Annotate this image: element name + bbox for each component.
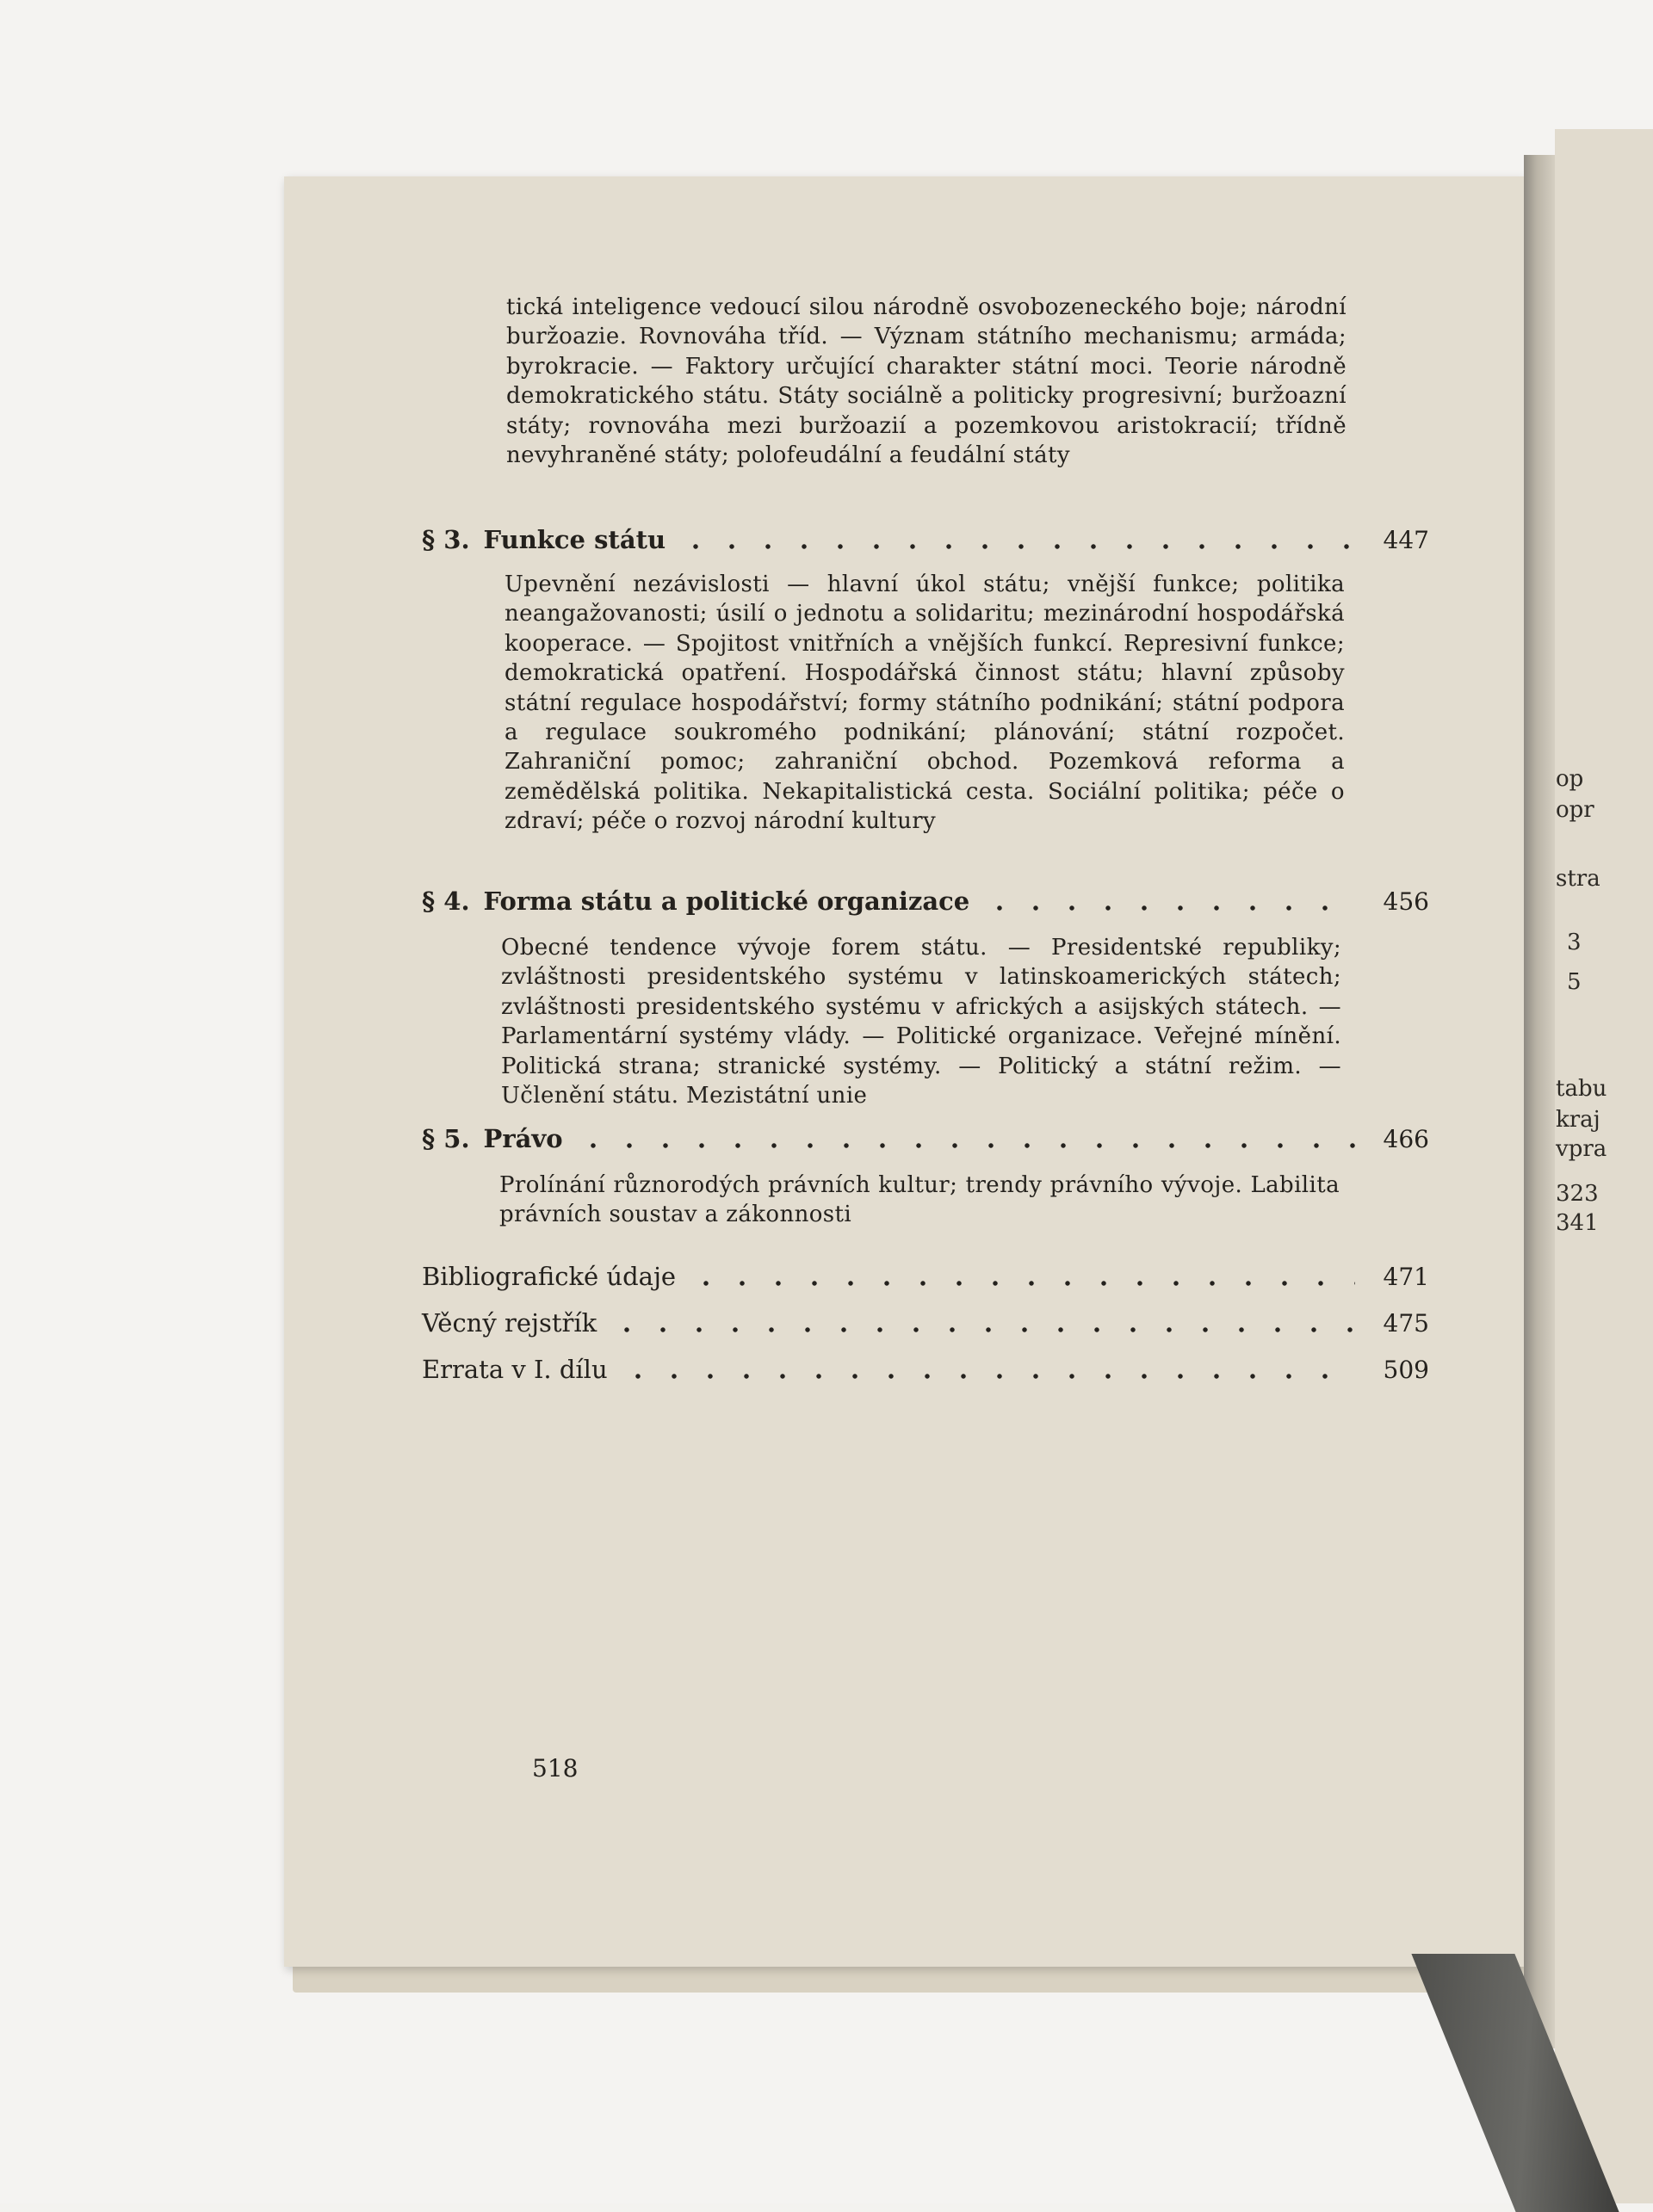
page-folio: 518: [532, 1754, 579, 1783]
section-number: § 4.: [422, 887, 470, 916]
section-title: Forma státu a politické organizace: [483, 887, 970, 916]
facing-fragment: tabu: [1556, 1076, 1607, 1102]
toc-entry-index: [422, 1303, 1429, 1343]
page-number: 509: [1383, 1355, 1429, 1384]
dot-leader: [678, 544, 1355, 549]
continuation-paragraph: tická inteligence vedoucí silou národně osvobozeneckého boje; národní buržoazie. Rovnováha tříd. — Význam státního mechanismu; armáda; byrokracie. — Faktory určující charakter státní moci. Teorie národně demokratického státu. Státy sociálně a politicky progresivní; buržoazní státy; rovnováha mezi buržoazií a pozemkovou aristokracií; třídně nevyhraněné státy; polofeudální a feudální státy: [506, 294, 1347, 469]
toc-entry-section-5: [422, 1119, 1429, 1159]
dot-leader: [620, 1374, 1355, 1379]
section-title: Funkce státu: [483, 525, 666, 554]
section-number: § 3.: [422, 525, 470, 554]
toc-entry-bibliography: [422, 1257, 1429, 1296]
entry-title: Errata v I. dílu: [422, 1355, 608, 1384]
toc-entry-section-3: [422, 520, 1429, 559]
section-number: § 5.: [422, 1124, 470, 1153]
facing-fragment: vpra: [1556, 1136, 1607, 1162]
facing-fragment: kraj: [1556, 1107, 1600, 1133]
dot-leader: [609, 1327, 1355, 1332]
toc-entry-errata: [422, 1350, 1429, 1389]
entry-title: Bibliografické údaje: [422, 1262, 677, 1291]
dot-leader: [575, 1143, 1355, 1148]
dot-leader: [981, 905, 1355, 911]
page-number: 447: [1383, 525, 1429, 554]
toc-entry-section-4: [422, 881, 1429, 921]
facing-fragment: 341: [1556, 1210, 1599, 1236]
facing-fragment: stra: [1556, 866, 1600, 892]
facing-fragment: opr: [1556, 797, 1594, 823]
facing-fragment: 323: [1556, 1181, 1599, 1207]
page-number: 471: [1383, 1262, 1429, 1291]
facing-fragment: 3: [1567, 930, 1582, 955]
section-title: Právo: [483, 1124, 563, 1153]
entry-title: Věcný rejstřík: [422, 1308, 597, 1338]
page-number: 475: [1383, 1308, 1429, 1338]
page-number: 456: [1383, 887, 1429, 916]
page-number: 466: [1383, 1124, 1429, 1153]
dot-leader: [688, 1281, 1355, 1286]
section-summary: Upevnění nezávislosti — hlavní úkol státu; vnější funkce; politika neangažovanosti; úsilí o jednotu a solidaritu; mezinárodní hospodářská kooperace. — Spojitost vnitřních a vnějších funkcí. Represivní funkce; demokratická opatření. Hospodářská činnost státu; hlavní způsoby státní regulace hospodářství; formy státního podnikání; státní podpora a regulace soukromého podnikání; plánování; státní rozpočet. Zahraniční pomoc; zahraniční obchod. Pozemková reforma a zemědělská politika. Nekapitalistická cesta. Sociální politika; péče o zdraví; péče o rozvoj národní kultury: [505, 572, 1345, 835]
section-summary: Obecné tendence vývoje forem státu. — Presidentské republiky; zvláštnosti presidentského systému v latinskoamerických státech; zvláštnosti presidentského systému v afrických a asijských státech. — Parlamentární systémy vlády. — Politické organizace. Veřejné mínění. Politická strana; stranické systémy. — Politický a státní režim. — Učlenění státu. Mezistátní unie: [501, 935, 1341, 1109]
facing-fragment: op: [1556, 766, 1584, 792]
facing-fragment: 5: [1567, 969, 1582, 995]
section-summary: Prolínání různorodých právních kultur; trendy právního vývoje. Labilita právních soustav a zákonnosti: [499, 1172, 1340, 1228]
